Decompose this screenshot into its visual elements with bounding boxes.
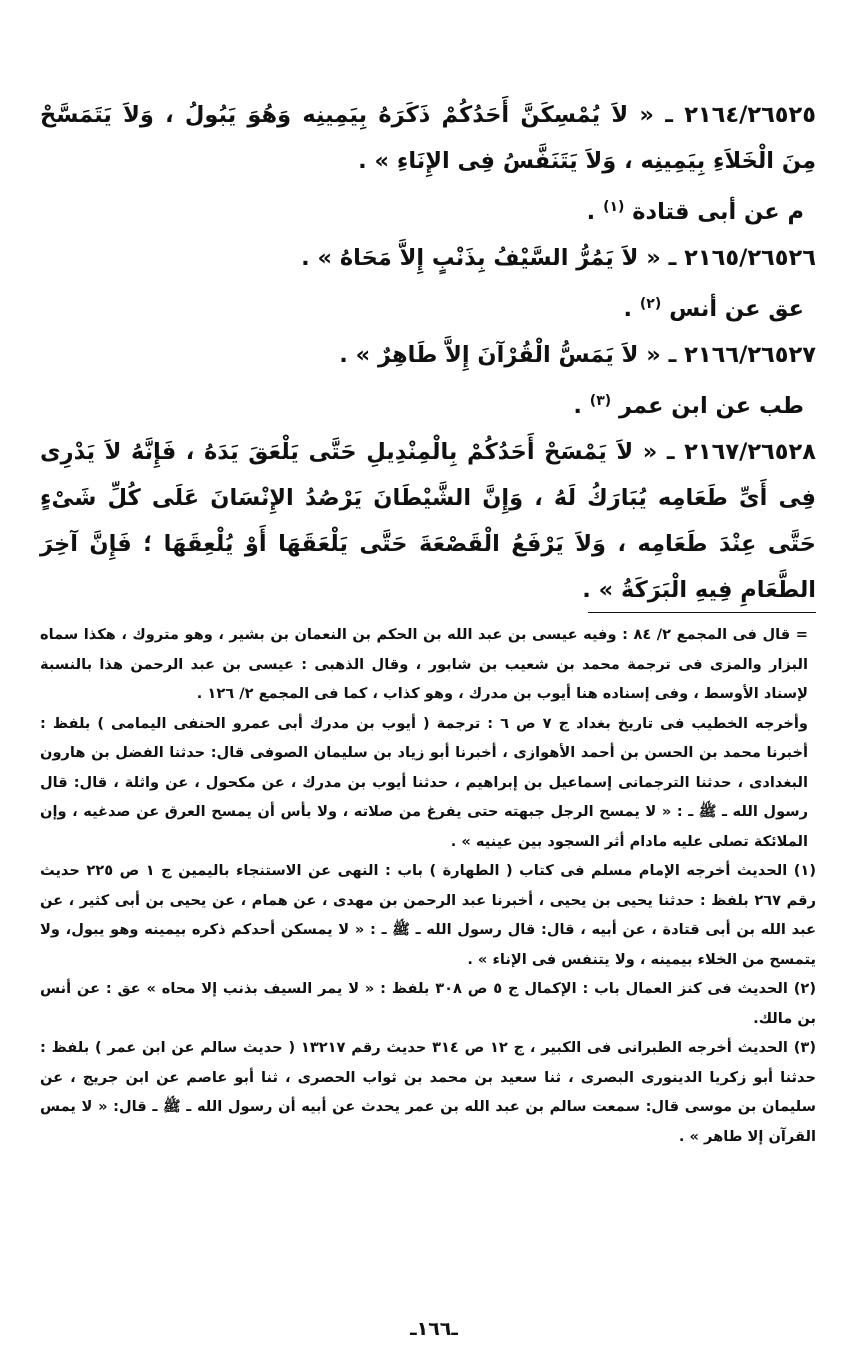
- footnote-ref: (٣): [589, 393, 612, 409]
- page-number: ـ١٦٦ـ: [410, 1318, 458, 1340]
- footnote-continuation: وأخرجه الخطيب فى تاريخ بغداد ج ٧ ص ٦ : ترجمة ( أيوب بن مدرك أبى عمرو الحنفى اليمامى ) بلفظ : أخبرنا محمد بن الحسن بن أحمد الأهوازى ، أخبرنا أبو زياد بن سليمان الصوفى قال: حدثنا الفضل بن هارون البغدادى ، حدثنا الترجمانى إسماعيل بن إبراهيم ، حدثنا أيوب بن مدرك ، عن مكحول ، عن واثلة ، قال: قال رسول الله ـ ﷺ ـ : « لا يمسح الرجل جبهته حتى يفرغ من صلاته ، ولا بأس أن يمسح العرق عن صدغيه ، وإن الملائكة تصلى عليه مادام أثر السجود بين عينيه » .: [40, 714, 809, 850]
- source-text: م عن أبى قتادة: [632, 199, 804, 225]
- hadith-entry: [40, 429, 816, 613]
- footnote-text: الحديث أخرجه الطبرانى فى الكبير ، ج ١٢ ص ٣١٤ حديث رقم ١٣٢١٧ ( حديث سالم عن ابن عمر ) بلفظ : حدثنا أبو زكريا الدينورى البصرى ، ثنا سعيد بن محمد بن ثواب الحصرى ، ثنا أبو عاصم عن ابن جريج ، عن سليمان بن موسى قال: سمعت سالم بن عبد الله بن عمر يحدث عن أبيه أن رسول الله ـ ﷺ ـ قال: « لا يمس القرآن إلا طاهر » .: [40, 1039, 816, 1145]
- source-text: طب عن ابن عمر: [619, 393, 804, 419]
- footnote-text: الحديث أخرجه الإمام مسلم فى كتاب ( الطهارة ) باب : النهى عن الاستنجاء باليمين ج ١ ص ٢٢٥ حديث رقم ٢٦٧ بلفظ : حدثنا يحيى بن يحيى ، أخبرنا عبد الرحمن بن مهدى ، عن همام ، عن يحيى بن أبى كثير ، عن عبد الله بن أبى قتادة ، عن أبيه ، قال: قال رسول الله ـ ﷺ ـ : « لا يمسكن أحدكم ذكره بيمينه وهو يبول، ولا يتمسح من الخلاء بيمينه ، ولا يتنفس فى الإناء » .: [40, 862, 817, 968]
- footnote-separator: [588, 612, 816, 613]
- footnote-marker: (١): [793, 862, 816, 879]
- hadith-text: « لاَ يَمَسُّ الْقُرْآنَ إِلاَّ طَاهِرٌ » .: [339, 342, 661, 368]
- hadith-number: ٢١٦٧/٢٦٥٢٨ ـ: [666, 439, 816, 465]
- source-end: .: [573, 393, 590, 419]
- footnote-1: [40, 856, 816, 974]
- hadith-entry: [40, 92, 816, 184]
- footnote-3: [40, 1033, 816, 1151]
- hadith-entry: [40, 332, 816, 378]
- hadith-text: « لاَ يَمُرُّ السَّيْفُ بِذَنْبٍ إِلاَّ مَحَاهُ » .: [301, 245, 661, 271]
- footnote-marker: (٣): [793, 1039, 816, 1056]
- source-end: .: [586, 199, 604, 225]
- hadith-source: [40, 184, 816, 235]
- hadith-body: [40, 92, 816, 613]
- hadith-entry: [40, 235, 816, 281]
- hadith-number: ٢١٦٦/٢٦٥٢٧ ـ: [668, 342, 816, 368]
- footnote-2: [40, 974, 816, 1033]
- hadith-text: « لاَ يَمْسَحْ أَحَدُكُمْ بِالْمِنْدِيلِ حَتَّى يَلْعَقَ يَدَهُ ، فَإِنَّهُ لاَ يَدْرِى فِى أَىِّ طَعَامِه يُبَارَكُ لَهُ ، وَإِنَّ الشَّيْطَانَ يَرْصُدُ الإِنْسَانَ عَلَى كُلِّ شَىْءٍ حَتَّى عِنْدَ طَعَامِه ، وَلاَ يَرْفَعُ الْقَصْعَةَ حَتَّى يَلْعَقَهَا أَوْ يُلْعِقَهَا ؛ فَإِنَّ آخِرَ الطَّعَامِ فِيهِ الْبَرَكَةُ » .: [40, 439, 816, 603]
- footnote-text: الحديث فى كنز العمال باب : الإكمال ج ٥ ص ٣٠٨ بلفظ : « لا يمر السيف بذنب إلا محاه » عق : عن أنس بن مالك.: [40, 980, 816, 1027]
- hadith-number: ٢١٦٥/٢٦٥٢٦ ـ: [668, 245, 816, 271]
- source-end: .: [623, 296, 640, 322]
- hadith-number: ٢١٦٤/٢٦٥٢٥ ـ: [665, 102, 817, 128]
- footnote-ref: (١): [603, 199, 625, 215]
- hadith-source: [40, 378, 816, 429]
- footnote-marker: (٢): [793, 980, 816, 997]
- footnote-continuation: = قال فى المجمع ٢/ ٨٤ : وفيه عيسى بن عبد الله بن الحكم بن النعمان بن بشير ، وهو متروك ، هكذا سماه البزار والمزى فى ترجمة محمد بن شعيب بن شابور ، وقال الذهبى : عيسى بن عبد الرحمن هذا بالنسبة لإسناد الأوسط ، وفى إسناده هنا أيوب بن مدرك ، وهو كذاب ، كما فى المجمع ٢/ ١٢٦ .: [40, 626, 808, 702]
- footnotes: [40, 620, 816, 1151]
- hadith-source: [40, 281, 816, 332]
- hadith-text: « لاَ يُمْسِكَنَّ أَحَدُكُمْ ذَكَرَهُ بِيَمِينِه وَهُوَ يَبُولُ ، وَلاَ يَتَمَسَّحْ مِنَ الْخَلاَءِ بِيَمِينِه ، وَلاَ يَتَنَفَّسُ فِى الإِنَاءِ » .: [40, 102, 816, 174]
- footnote-ref: (٢): [639, 296, 662, 312]
- source-text: عق عن أنس: [669, 296, 804, 322]
